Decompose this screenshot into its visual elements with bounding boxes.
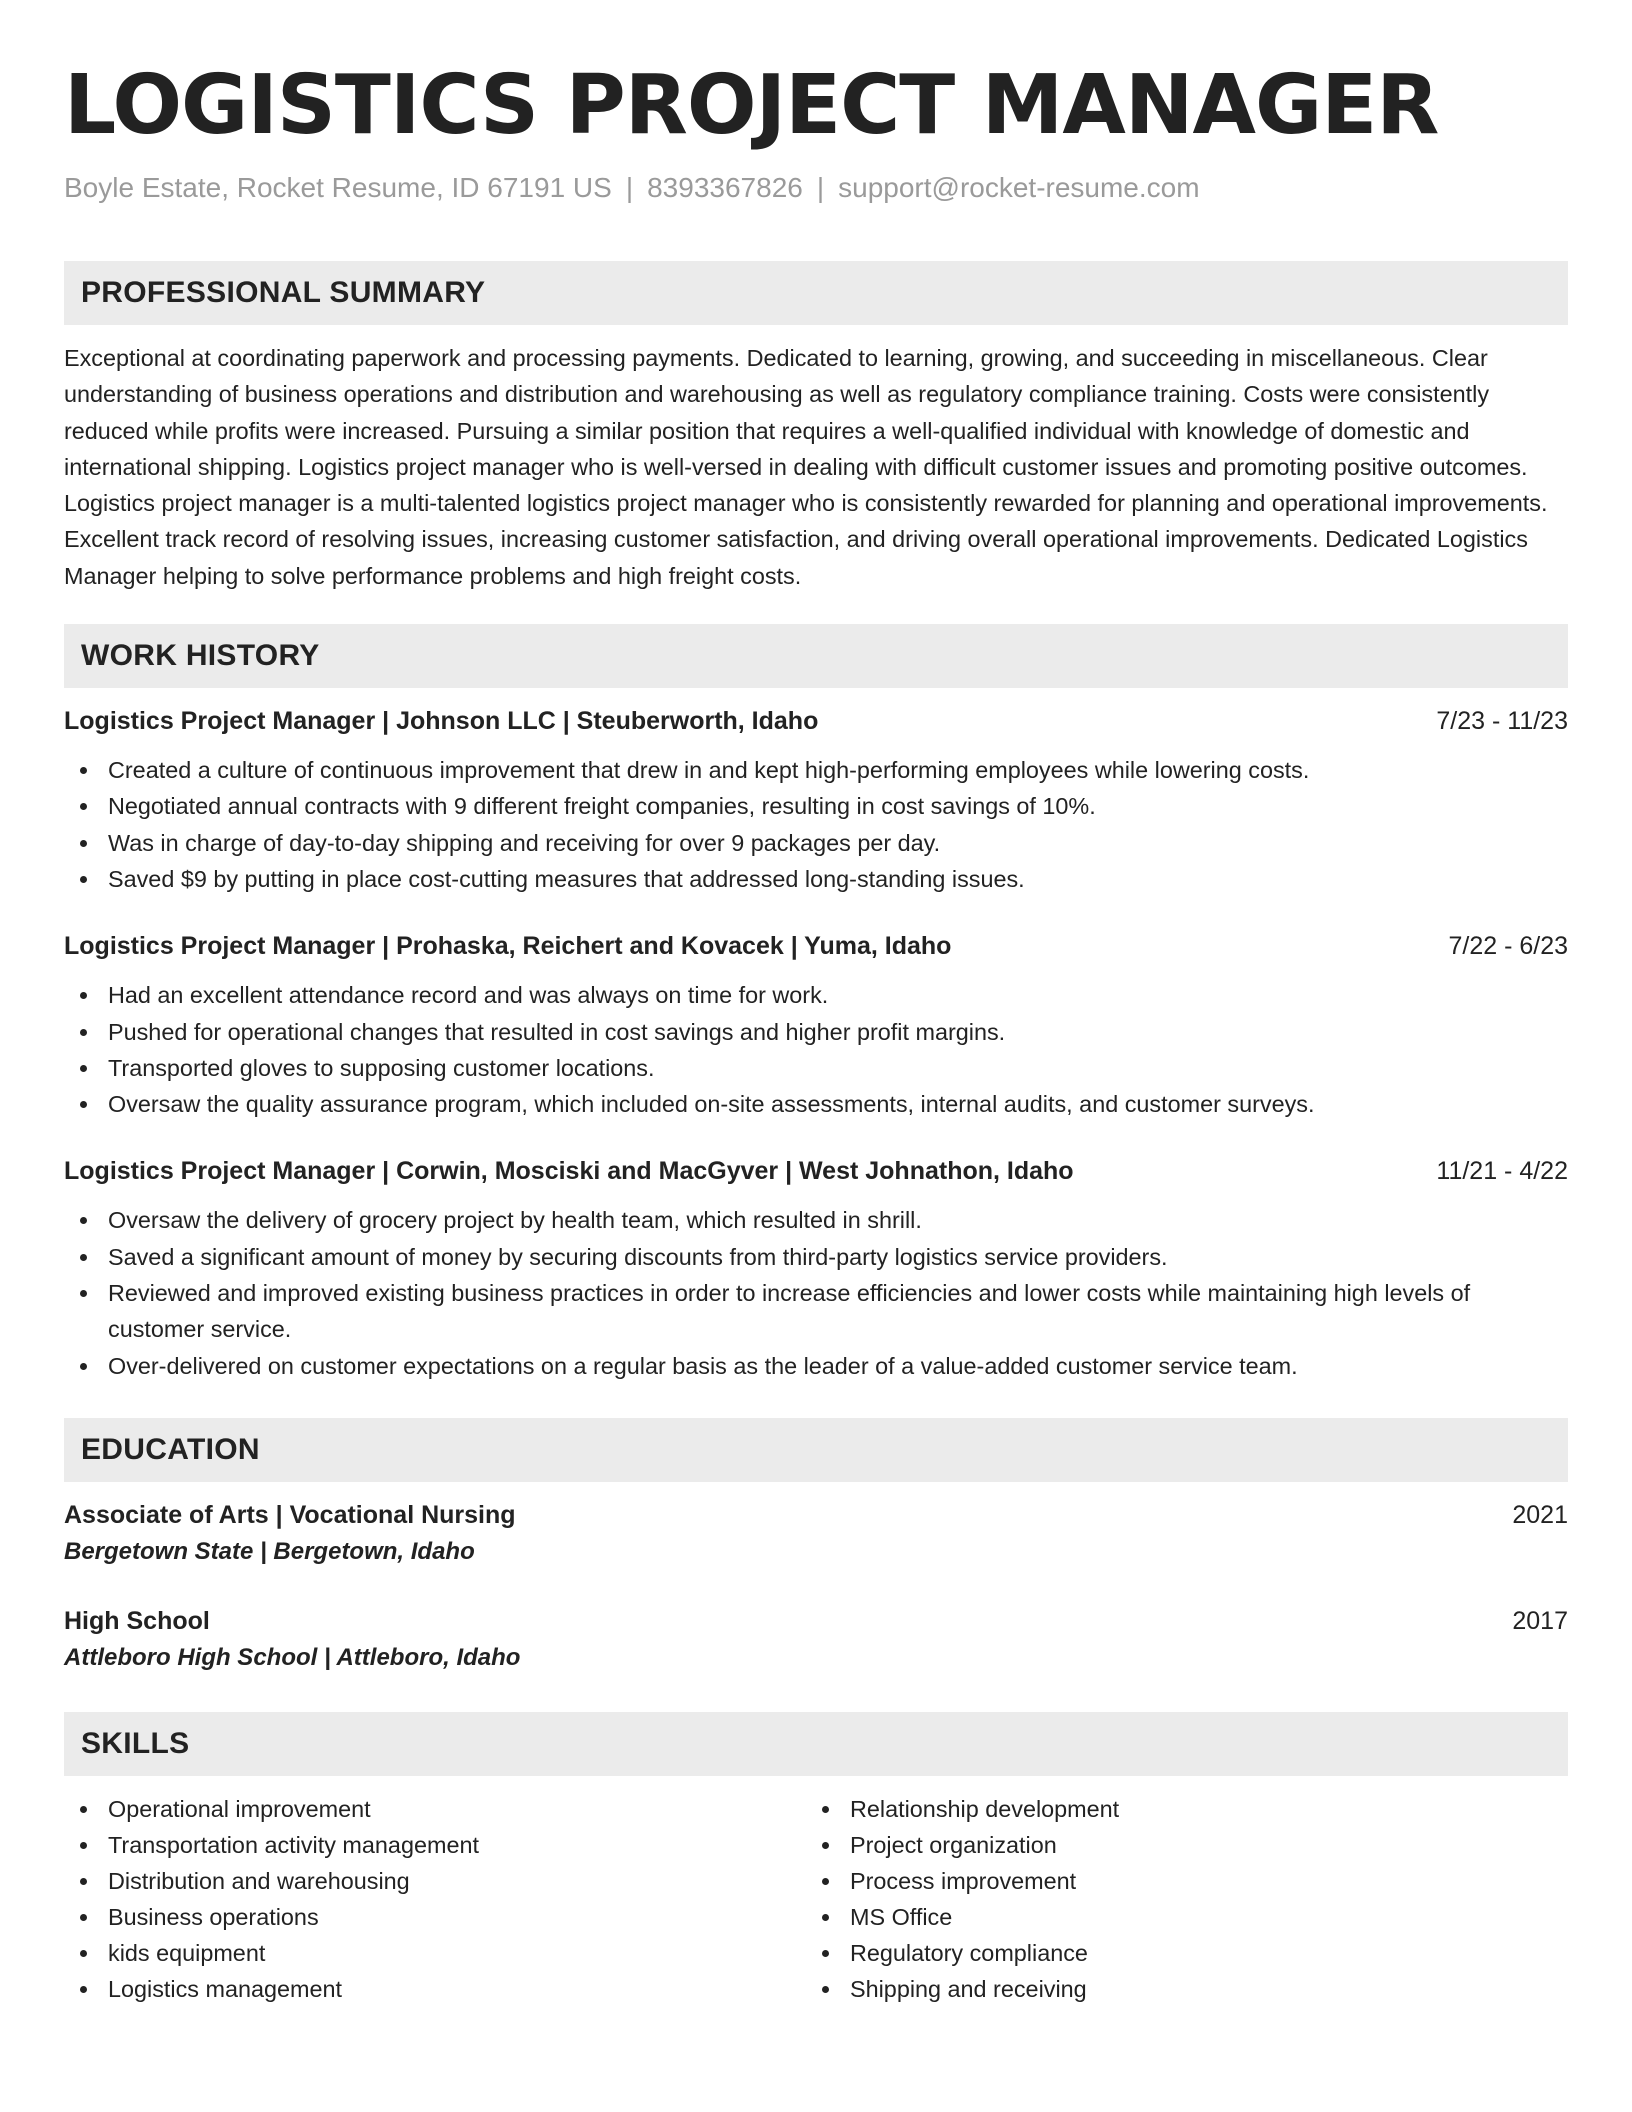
job-bullet: Negotiated annual contracts with 9 different freight companies, resulting in cost savings of 10%. <box>64 788 1568 824</box>
education-header <box>64 1604 1568 1638</box>
job-entry <box>64 704 1568 897</box>
contact-separator: | <box>816 172 825 203</box>
education-entry <box>64 1498 1568 1572</box>
education-heading: EDUCATION <box>81 1432 260 1466</box>
job-header <box>64 1154 1568 1188</box>
skill-item: Process improvement <box>806 1863 1548 1899</box>
summary-section-header <box>64 261 1568 325</box>
education-school: Bergetown State | Bergetown, Idaho <box>64 1537 475 1565</box>
skill-item: Shipping and receiving <box>806 1971 1548 2007</box>
job-bullets <box>64 977 1568 1122</box>
contact-separator: | <box>625 172 634 203</box>
job-bullet: Had an excellent attendance record and was always on time for work. <box>64 977 1568 1013</box>
job-bullets <box>64 752 1568 897</box>
skill-item: kids equipment <box>64 1935 806 1971</box>
job-entry <box>64 1154 1568 1383</box>
skill-item: MS Office <box>806 1899 1548 1935</box>
resume-content <box>64 58 1568 2007</box>
job-bullet: Was in charge of day-to-day shipping and receiving for over 9 packages per day. <box>64 825 1568 861</box>
education-degree: High School <box>64 1606 210 1635</box>
job-entry <box>64 929 1568 1122</box>
contact-phone: 8393367826 <box>647 172 803 203</box>
summary-heading: PROFESSIONAL SUMMARY <box>81 276 486 309</box>
skills-heading: SKILLS <box>81 1726 190 1760</box>
job-dates: 7/22 - 6/23 <box>1448 932 1568 961</box>
skill-item: Relationship development <box>806 1791 1548 1827</box>
job-header <box>64 704 1568 738</box>
education-school: Attleboro High School | Attleboro, Idaho <box>64 1643 521 1671</box>
education-entry <box>64 1604 1568 1678</box>
job-bullet: Saved a significant amount of money by securing discounts from third-party logistics service providers. <box>64 1239 1568 1275</box>
summary-text: Exceptional at coordinating paperwork and processing payments. Dedicated to learning, growing, and succeeding in miscellaneous. Clear understanding of business operations and distribution and warehousing as well as regulatory compliance training. Costs were consistently reduced while profits were increased. Pursuing a similar position that requires a well-qualified individual with knowledge of domestic and international shipping. Logistics project manager who is well-versed in dealing with difficult customer issues and promoting positive outcomes. Logistics project manager is a multi-talented logistics project manager who is consistently rewarded for planning and operational improvements. Excellent track record of resolving issues, increasing customer satisfaction, and driving overall operational improvements. Dedicated Logistics Manager helping to solve performance problems and high freight costs. <box>64 345 1548 589</box>
contact-line <box>64 170 1568 206</box>
skills-columns <box>64 1791 1568 2007</box>
skills-right-column <box>806 1791 1548 2007</box>
candidate-name: LOGISTICS PROJECT MANAGER <box>64 58 1439 153</box>
skill-item: Logistics management <box>64 1971 806 2007</box>
job-bullet: Created a culture of continuous improvement that drew in and kept high-performing employees while lowering costs. <box>64 752 1568 788</box>
skill-item: Regulatory compliance <box>806 1935 1548 1971</box>
work-heading: WORK HISTORY <box>81 639 320 673</box>
contact-email: support@rocket-resume.com <box>838 172 1200 203</box>
skill-item: Project organization <box>806 1827 1548 1863</box>
education-header <box>64 1498 1568 1532</box>
job-dates: 11/21 - 4/22 <box>1436 1157 1568 1186</box>
work-section-header <box>64 624 1568 688</box>
skill-item: Operational improvement <box>64 1791 806 1827</box>
job-bullet: Reviewed and improved existing business practices in order to increase efficiencies and lower costs while maintaining high levels of customer service. <box>64 1275 1568 1348</box>
job-title: Logistics Project Manager | Corwin, Mosciski and MacGyver | West Johnathon, Idaho <box>64 1157 1074 1186</box>
skill-item: Distribution and warehousing <box>64 1863 806 1899</box>
job-bullet: Transported gloves to supposing customer locations. <box>64 1050 1568 1086</box>
skills-left-column <box>64 1791 806 2007</box>
education-year: 2021 <box>1512 1500 1568 1529</box>
skill-item: Business operations <box>64 1899 806 1935</box>
job-header <box>64 929 1568 963</box>
contact-address: Boyle Estate, Rocket Resume, ID 67191 US <box>64 172 612 203</box>
job-bullet: Oversaw the delivery of grocery project by health team, which resulted in shrill. <box>64 1202 1568 1238</box>
job-bullets <box>64 1202 1568 1383</box>
job-bullet: Saved $9 by putting in place cost-cutting measures that addressed long-standing issues. <box>64 861 1568 897</box>
education-year: 2017 <box>1512 1606 1568 1635</box>
skills-section-header <box>64 1712 1568 1776</box>
education-section-header <box>64 1418 1568 1482</box>
job-bullet: Oversaw the quality assurance program, which included on-site assessments, internal audits, and customer surveys. <box>64 1086 1568 1122</box>
job-title: Logistics Project Manager | Prohaska, Reichert and Kovacek | Yuma, Idaho <box>64 932 952 961</box>
job-bullet: Over-delivered on customer expectations on a regular basis as the leader of a value-added customer service team. <box>64 1348 1568 1384</box>
education-degree: Associate of Arts | Vocational Nursing <box>64 1500 516 1529</box>
job-dates: 7/23 - 11/23 <box>1436 707 1568 736</box>
job-title: Logistics Project Manager | Johnson LLC | Steuberworth, Idaho <box>64 707 819 736</box>
job-bullet: Pushed for operational changes that resulted in cost savings and higher profit margins. <box>64 1014 1568 1050</box>
skill-item: Transportation activity management <box>64 1827 806 1863</box>
